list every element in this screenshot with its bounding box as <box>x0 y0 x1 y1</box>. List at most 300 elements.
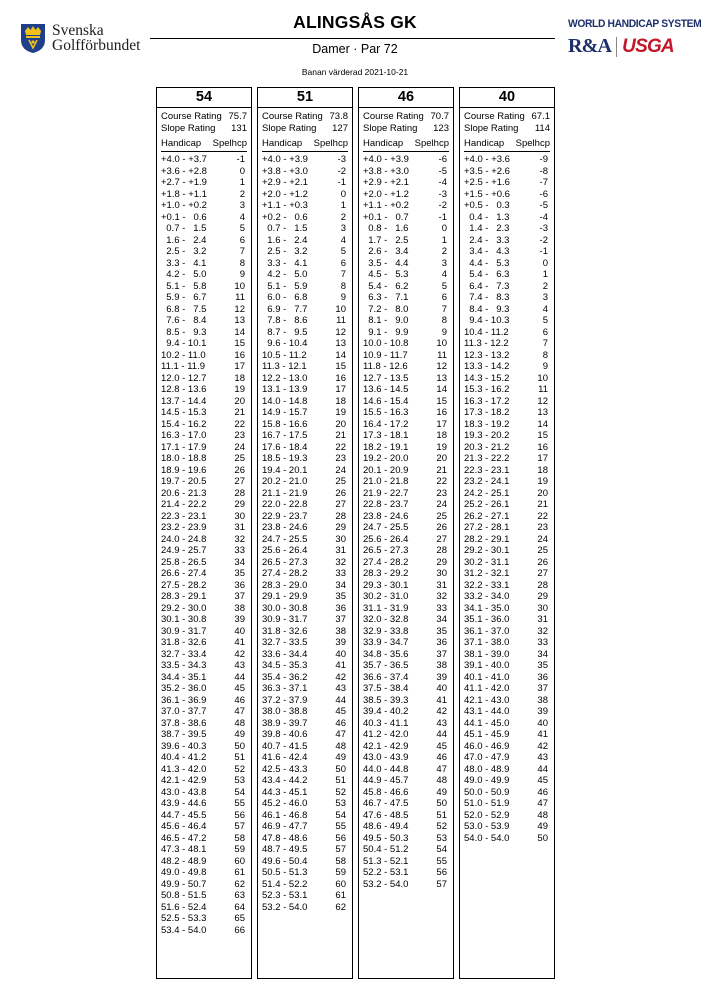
handicap-range: 8.1 - 9.0 <box>363 315 409 326</box>
table-row <box>464 591 550 603</box>
playing-handicap: 9 <box>542 361 548 372</box>
playing-handicap: 27 <box>335 499 346 510</box>
handicap-range: 16.3 - 17.2 <box>464 395 510 407</box>
playing-handicap: 7 <box>441 303 447 315</box>
playing-handicap: 36 <box>436 637 447 648</box>
table-row <box>161 488 247 500</box>
handicap-range: 9.1 - 9.9 <box>363 326 409 338</box>
handicap-range: 28.3 - 29.1 <box>161 591 207 602</box>
playing-handicap: 58 <box>335 855 346 867</box>
table-row <box>464 315 550 327</box>
handicap-range: 11.1 - 11.9 <box>161 361 206 372</box>
playing-handicap: 4 <box>441 269 447 280</box>
playing-handicap: 50 <box>335 763 346 775</box>
playing-handicap: 32 <box>537 625 548 637</box>
playing-handicap: 18 <box>537 464 548 476</box>
handicap-range: 15.3 - 16.2 <box>464 384 510 395</box>
table-row <box>161 212 247 224</box>
playing-handicap: 47 <box>335 729 346 740</box>
table-row <box>363 741 449 753</box>
playing-handicap: 4 <box>542 303 548 315</box>
table-row <box>262 833 348 845</box>
table-row <box>161 189 247 201</box>
handicap-range: 12.8 - 13.6 <box>161 384 207 395</box>
table-row <box>464 212 550 224</box>
table-row <box>464 430 550 442</box>
playing-handicap: 41 <box>234 637 245 648</box>
handicap-range: 43.9 - 44.6 <box>161 798 207 809</box>
table-row <box>464 511 550 523</box>
playing-handicap: 38 <box>234 602 245 614</box>
table-row <box>363 407 449 419</box>
handicap-range: 28.3 - 29.0 <box>262 579 308 591</box>
handicap-range: 25.8 - 26.5 <box>161 556 207 568</box>
playing-handicap: 52 <box>335 786 346 798</box>
table-row <box>262 327 348 339</box>
playing-handicap: 12 <box>335 326 346 338</box>
handicap-range: 17.1 - 17.9 <box>161 441 207 453</box>
playing-handicap: 43 <box>234 660 245 671</box>
playing-handicap: 62 <box>335 901 346 913</box>
playing-handicap: 25 <box>335 476 346 487</box>
handicap-range: 47.3 - 48.1 <box>161 844 207 855</box>
handicap-range: 12.7 - 13.5 <box>363 372 409 384</box>
ra-logo: R&A <box>568 35 612 57</box>
handicap-range: 11.3 - 12.2 <box>464 338 509 349</box>
table-row <box>262 591 348 603</box>
table-row <box>464 637 550 649</box>
table-row <box>161 741 247 753</box>
table-row <box>363 166 449 178</box>
handicap-range: 48.2 - 48.9 <box>161 855 207 867</box>
table-row <box>363 775 449 787</box>
playing-handicap: 42 <box>537 740 548 752</box>
playing-handicap: -8 <box>539 165 548 177</box>
handicap-range: 0.7 - 1.5 <box>262 223 308 234</box>
handicap-range: 14.3 - 15.2 <box>464 372 510 384</box>
table-row <box>464 396 550 408</box>
table-row <box>464 269 550 281</box>
handicap-range: 26.2 - 27.1 <box>464 510 510 522</box>
table-row <box>363 235 449 247</box>
playing-handicap: 11 <box>235 292 245 303</box>
handicap-range: +3.8 - +3.0 <box>363 165 409 177</box>
handicap-range: 4.2 - 5.0 <box>262 269 308 280</box>
handicap-range: 3.5 - 4.4 <box>363 257 409 269</box>
playing-handicap: 47 <box>537 798 548 809</box>
playing-handicap: 42 <box>335 671 346 683</box>
course-rating-value: 75.7 <box>228 111 247 122</box>
table-row <box>464 752 550 764</box>
table-row <box>262 511 348 523</box>
handicap-range: 35.4 - 36.2 <box>262 671 308 683</box>
table-row <box>161 603 247 615</box>
table-row <box>262 844 348 856</box>
table-row <box>464 626 550 638</box>
playing-handicap: 32 <box>234 533 245 545</box>
playing-handicap: 12 <box>537 395 548 407</box>
handicap-range: 36.6 - 37.4 <box>363 671 409 683</box>
table-row <box>363 821 449 833</box>
handicap-range: 24.2 - 25.1 <box>464 487 510 499</box>
slope-rating-value: 131 <box>231 123 247 134</box>
handicap-range: 51.0 - 51.9 <box>464 798 510 809</box>
handicap-range: 14.9 - 15.7 <box>262 407 308 418</box>
playing-handicap: 35 <box>335 591 346 602</box>
playing-handicap: 28 <box>234 487 245 499</box>
table-row <box>464 718 550 730</box>
table-row <box>363 223 449 235</box>
table-row <box>363 844 449 856</box>
playing-handicap: 45 <box>436 740 447 752</box>
playing-handicap: 60 <box>335 878 346 890</box>
handicap-range: 53.2 - 54.0 <box>363 878 409 890</box>
handicap-column-header: Handicap <box>262 138 303 149</box>
table-row <box>262 223 348 235</box>
playing-handicap: 47 <box>436 763 447 775</box>
playing-handicap: 38 <box>537 694 548 706</box>
table-row <box>262 867 348 879</box>
handicap-range: 16.4 - 17.2 <box>363 418 409 430</box>
slope-rating-value: 123 <box>433 123 449 134</box>
table-row <box>262 534 348 546</box>
handicap-range: 17.3 - 18.1 <box>363 430 409 441</box>
playing-handicap: 19 <box>436 441 447 453</box>
table-row <box>161 557 247 569</box>
playing-handicap: 18 <box>234 372 245 384</box>
handicap-range: 14.6 - 15.4 <box>363 395 409 407</box>
playing-handicap: 9 <box>441 326 447 338</box>
playing-handicap: 19 <box>537 476 548 487</box>
slope-rating-label: Slope Rating <box>161 123 216 134</box>
playing-handicap: 39 <box>335 637 346 648</box>
handicap-range: +1.1 - +0.2 <box>363 200 409 211</box>
playing-handicap: 3 <box>542 292 548 303</box>
handicap-range: 13.7 - 14.4 <box>161 395 207 407</box>
playing-handicap: 33 <box>234 545 245 556</box>
table-row <box>363 476 449 488</box>
handicap-range: 36.1 - 36.9 <box>161 694 207 706</box>
playing-handicap: 46 <box>234 694 245 706</box>
playing-handicap: 41 <box>335 660 346 671</box>
handicap-range: 52.3 - 53.1 <box>262 890 308 901</box>
handicap-range: 22.0 - 22.8 <box>262 499 308 510</box>
handicap-range: 22.8 - 23.7 <box>363 499 409 510</box>
table-row <box>262 177 348 189</box>
playing-handicap: 24 <box>234 441 245 453</box>
tee-header: 51 <box>258 88 352 108</box>
slope-rating-row <box>262 123 348 135</box>
playing-handicap: 14 <box>234 326 245 338</box>
table-row <box>262 821 348 833</box>
playing-handicap: 30 <box>436 568 447 579</box>
tee-header: 46 <box>359 88 453 108</box>
table-row <box>262 166 348 178</box>
table-row <box>161 729 247 741</box>
playing-handicap: 32 <box>436 591 447 602</box>
handicap-range: 18.3 - 19.2 <box>464 418 510 430</box>
table-row <box>262 879 348 891</box>
table-row <box>464 499 550 511</box>
playing-handicap: 22 <box>234 418 245 430</box>
table-row <box>161 200 247 212</box>
handicap-table <box>161 154 247 936</box>
table-row <box>363 212 449 224</box>
handicap-range: 37.2 - 37.9 <box>262 694 308 706</box>
playing-handicap: 17 <box>234 361 245 372</box>
table-row <box>363 430 449 442</box>
table-row <box>363 683 449 695</box>
handicap-range: 25.2 - 26.1 <box>464 499 510 510</box>
playing-handicap: 34 <box>335 579 346 591</box>
table-row <box>464 476 550 488</box>
handicap-range: +3.6 - +2.8 <box>161 165 207 177</box>
handicap-range: 33.5 - 34.3 <box>161 660 207 671</box>
table-row <box>464 246 550 258</box>
table-row <box>363 315 449 327</box>
playing-handicap: 30 <box>537 602 548 614</box>
table-row <box>161 292 247 304</box>
handicap-range: 14.5 - 15.3 <box>161 407 207 418</box>
playing-handicap: 59 <box>335 867 346 878</box>
playing-handicap: -6 <box>438 154 447 165</box>
course-rating-value: 70.7 <box>430 111 449 122</box>
handicap-range: 23.8 - 24.6 <box>363 510 409 522</box>
playing-handicap: 3 <box>441 257 447 269</box>
table-row <box>363 672 449 684</box>
handicap-range: 39.4 - 40.2 <box>363 706 409 717</box>
handicap-range: 2.5 - 3.2 <box>262 246 308 257</box>
table-row <box>464 534 550 546</box>
table-row <box>464 706 550 718</box>
table-row <box>464 442 550 454</box>
playing-handicap: 38 <box>436 660 447 671</box>
playing-handicap: 55 <box>335 821 346 832</box>
handicap-range: 34.5 - 35.3 <box>262 660 308 671</box>
playing-handicap: 16 <box>234 349 245 361</box>
playing-handicap: 60 <box>234 855 245 867</box>
playing-handicap: 44 <box>436 729 447 740</box>
playing-handicap: 64 <box>234 901 245 913</box>
playing-handicap: 33 <box>335 568 346 579</box>
table-row <box>161 764 247 776</box>
handicap-range: 15.4 - 16.2 <box>161 418 207 430</box>
handicap-range: 18.9 - 19.6 <box>161 464 207 476</box>
playing-handicap: 36 <box>537 671 548 683</box>
playing-handicap: -4 <box>438 177 447 188</box>
handicap-range: 32.7 - 33.4 <box>161 648 207 660</box>
playing-handicap: 14 <box>537 418 548 430</box>
handicap-range: 5.9 - 6.7 <box>161 292 207 303</box>
table-row <box>262 407 348 419</box>
table-row <box>161 361 247 373</box>
playing-handicap: 27 <box>436 533 447 545</box>
handicap-range: 8.5 - 9.3 <box>161 326 207 338</box>
table-row <box>161 338 247 350</box>
handicap-range: 7.2 - 8.0 <box>363 303 409 315</box>
slope-rating-value: 127 <box>332 123 348 134</box>
playing-handicap: 28 <box>537 579 548 591</box>
handicap-range: 23.8 - 24.6 <box>262 522 308 533</box>
handicap-range: 26.5 - 27.3 <box>363 545 409 556</box>
table-row <box>161 511 247 523</box>
handicap-range: 2.5 - 3.2 <box>161 246 207 257</box>
handicap-range: 6.3 - 7.1 <box>363 292 409 303</box>
table-row <box>262 683 348 695</box>
handicap-range: 45.1 - 45.9 <box>464 729 510 740</box>
playing-handicap: 56 <box>234 809 245 821</box>
handicap-range: 34.1 - 35.0 <box>464 602 510 614</box>
playing-handicap: 20 <box>335 418 346 430</box>
table-row <box>464 350 550 362</box>
table-row <box>262 660 348 672</box>
handicap-range: 45.2 - 46.0 <box>262 798 308 809</box>
playing-handicap: 23 <box>436 487 447 499</box>
course-rating-label: Course Rating <box>161 111 222 122</box>
slope-rating-value: 114 <box>534 123 550 134</box>
table-row <box>161 798 247 810</box>
playing-handicap: 24 <box>436 499 447 510</box>
table-row <box>464 787 550 799</box>
handicap-range: 24.7 - 25.5 <box>262 533 308 545</box>
playing-handicap: 9 <box>239 269 245 280</box>
handicap-range: 43.0 - 43.9 <box>363 752 409 763</box>
handicap-range: 52.5 - 53.3 <box>161 913 207 924</box>
handicap-range: 12.2 - 13.0 <box>262 372 308 384</box>
handicap-range: 30.1 - 30.8 <box>161 614 207 625</box>
handicap-range: 26.5 - 27.3 <box>262 556 308 568</box>
table-row <box>363 442 449 454</box>
table-row <box>262 798 348 810</box>
handicap-range: +0.1 - 0.6 <box>161 211 207 223</box>
table-row <box>262 453 348 465</box>
table-row <box>161 522 247 534</box>
table-row <box>363 258 449 270</box>
playing-handicap: 48 <box>234 717 245 729</box>
playing-handicap: 58 <box>234 832 245 844</box>
playing-handicap: 62 <box>234 878 245 890</box>
handicap-range: 17.6 - 18.4 <box>262 441 308 453</box>
handicap-range: 30.2 - 31.1 <box>464 556 510 568</box>
playing-handicap: 28 <box>335 510 346 522</box>
playing-handicap: 55 <box>436 855 447 867</box>
playing-handicap: 31 <box>234 522 245 533</box>
handicap-range: 13.6 - 14.5 <box>363 384 409 395</box>
playing-handicap: 16 <box>335 372 346 384</box>
handicap-range: 8.7 - 9.5 <box>262 326 308 338</box>
playing-handicap: 40 <box>335 648 346 660</box>
table-row <box>262 499 348 511</box>
playing-handicap: 34 <box>537 648 548 660</box>
playing-handicap: -3 <box>337 154 346 165</box>
table-row <box>262 430 348 442</box>
handicap-range: 23.2 - 23.9 <box>161 522 207 533</box>
table-row <box>262 315 348 327</box>
playing-handicap: 56 <box>436 867 447 878</box>
handicap-range: 17.3 - 18.2 <box>464 407 510 418</box>
handicap-range: 43.1 - 44.0 <box>464 706 510 717</box>
playing-handicap: 8 <box>542 349 548 361</box>
handicap-range: 37.5 - 38.4 <box>363 683 409 694</box>
tee-header: 40 <box>460 88 554 108</box>
playing-handicap: 16 <box>436 407 447 418</box>
table-row <box>464 453 550 465</box>
handicap-range: 14.0 - 14.8 <box>262 395 308 407</box>
handicap-range: 52.0 - 52.9 <box>464 809 510 821</box>
table-row <box>363 557 449 569</box>
playing-handicap: 42 <box>436 706 447 717</box>
table-row <box>363 591 449 603</box>
handicap-range: 44.0 - 44.8 <box>363 763 409 775</box>
handicap-range: 53.4 - 54.0 <box>161 924 207 936</box>
table-row <box>161 235 247 247</box>
playing-handicap: 9 <box>340 292 346 303</box>
playing-handicap: 25 <box>234 453 245 464</box>
table-row <box>262 775 348 787</box>
playing-handicap: 22 <box>436 476 447 487</box>
playing-handicap: 43 <box>537 752 548 763</box>
handicap-range: 29.3 - 30.1 <box>363 579 409 591</box>
handicap-range: 30.9 - 31.7 <box>262 614 308 625</box>
handicap-range: 22.9 - 23.7 <box>262 510 308 522</box>
playing-handicap: 34 <box>234 556 245 568</box>
playing-handicap: 16 <box>537 441 548 453</box>
playing-handicap: 55 <box>234 798 245 809</box>
handicap-range: +4.0 - +3.9 <box>262 154 308 165</box>
playing-handicap: 52 <box>234 763 245 775</box>
table-row <box>161 649 247 661</box>
table-row <box>464 384 550 396</box>
playing-handicap: 44 <box>537 763 548 775</box>
handicap-range: 4.2 - 5.0 <box>161 269 207 280</box>
handicap-range: 20.3 - 21.2 <box>464 441 510 453</box>
playing-handicap: 48 <box>537 809 548 821</box>
handicap-range: 50.4 - 51.2 <box>363 844 409 855</box>
handicap-range: 48.6 - 49.4 <box>363 821 409 832</box>
table-row <box>262 672 348 684</box>
playing-handicap: -6 <box>539 188 548 200</box>
table-row <box>161 534 247 546</box>
handicap-range: 11.8 - 12.6 <box>363 361 408 372</box>
playing-handicap: -9 <box>539 154 548 165</box>
table-row <box>363 695 449 707</box>
table-row <box>464 419 550 431</box>
playing-handicap: 5 <box>441 280 447 292</box>
handicap-range: 46.5 - 47.2 <box>161 832 207 844</box>
table-row <box>363 177 449 189</box>
table-row <box>161 890 247 902</box>
table-row <box>363 833 449 845</box>
handicap-range: +2.0 - +1.2 <box>262 188 308 200</box>
playing-handicap: 5 <box>340 246 346 257</box>
handicap-range: 35.2 - 36.0 <box>161 683 207 694</box>
course-rating-row <box>161 111 247 123</box>
playing-handicap: 25 <box>537 545 548 556</box>
handicap-range: 0.8 - 1.6 <box>363 223 409 234</box>
table-row <box>161 223 247 235</box>
playing-handicap: 23 <box>335 453 346 464</box>
playing-handicap: 5 <box>239 223 245 234</box>
table-row <box>161 177 247 189</box>
table-row <box>464 292 550 304</box>
table-row <box>363 718 449 730</box>
slope-rating-row <box>464 123 550 135</box>
table-row <box>262 246 348 258</box>
table-row <box>262 465 348 477</box>
playing-handicap: 46 <box>335 717 346 729</box>
playing-handicap: 8 <box>239 257 245 269</box>
playing-handicap: 18 <box>335 395 346 407</box>
